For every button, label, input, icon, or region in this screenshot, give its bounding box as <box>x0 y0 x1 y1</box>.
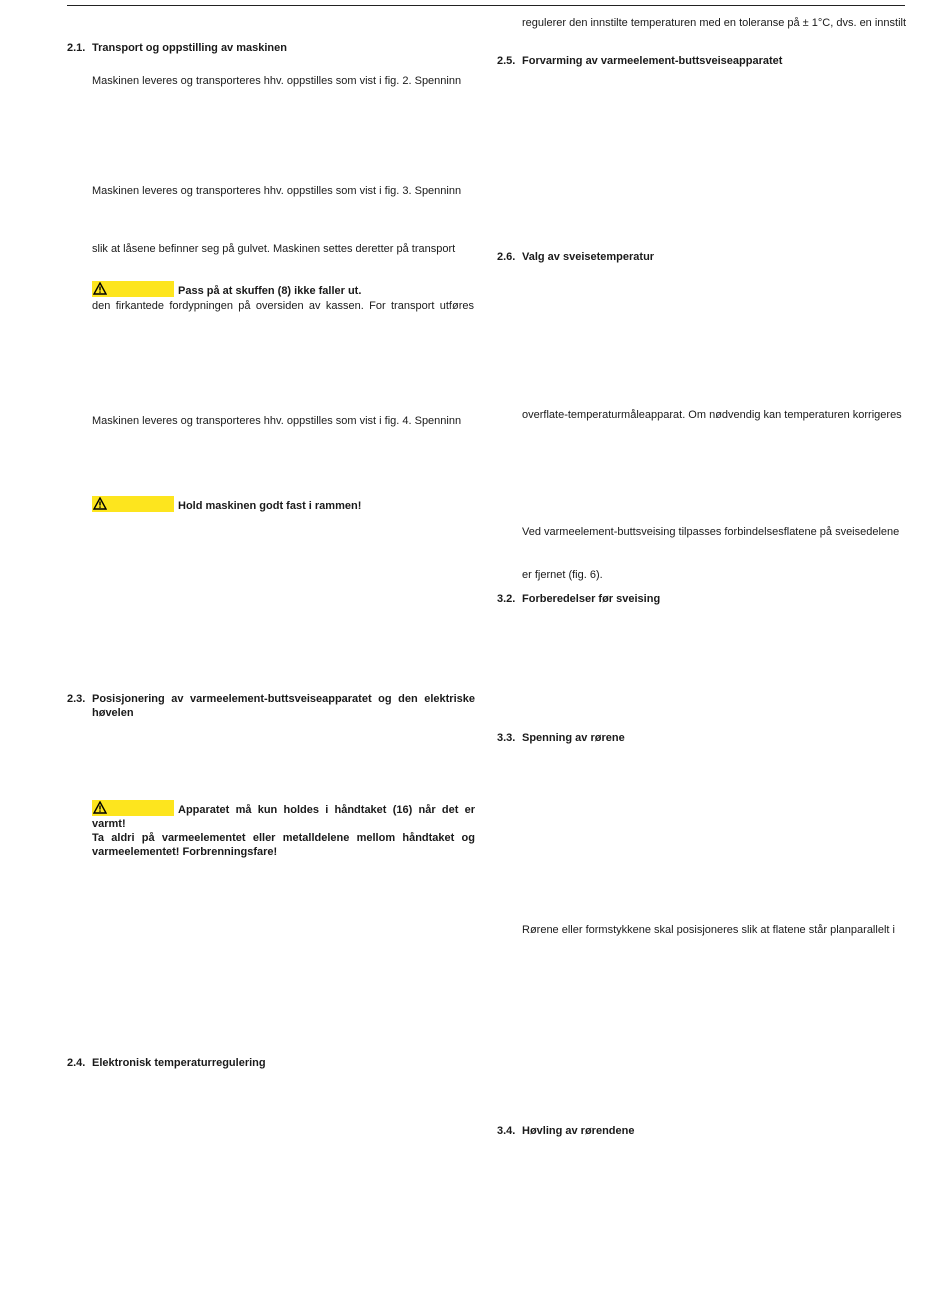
paragraph: Maskinen leveres og transporteres hhv. oppstilles som vist i fig. 3. Spenninn <box>92 185 462 197</box>
paragraph: regulerer den innstilte temperaturen med en toleranse på ± 1°C, dvs. en innstilt <box>522 17 907 29</box>
section-heading-2-4: 2.4. Elektronisk temperaturregulering <box>67 1057 266 1069</box>
paragraph: Ved varmeelement-buttsveising tilpasses forbindelsesflatene på sveisedelene <box>522 526 900 538</box>
paragraph: Maskinen leveres og transporteres hhv. oppstilles som vist i fig. 4. Spenninn <box>92 415 462 427</box>
section-heading-2-1: 2.1. Transport og oppstilling av maskinen <box>67 42 287 54</box>
section-heading-2-6: 2.6. Valg av sveisetemperatur <box>497 251 655 263</box>
paragraph: Rørene eller formstykkene skal posisjoneres slik at flatene står planparallelt i <box>522 924 895 936</box>
warning-text: Pass på at skuffen (8) ikke faller ut. <box>178 285 362 297</box>
warning-triangle-icon <box>92 281 174 297</box>
paragraph: er fjernet (fig. 6). <box>522 569 603 581</box>
section-heading-3-4: 3.4. Høvling av rørendene <box>497 1125 635 1137</box>
warning-text: Ta aldri på varmeelementet eller metalldelene mellom håndtaket og varmeelementet! Forbrenningsfare! <box>92 832 475 858</box>
warning-notice <box>92 281 361 298</box>
section-heading-3-2: 3.2. Forberedelser før sveising <box>497 593 661 605</box>
paragraph: Maskinen leveres og transporteres hhv. oppstilles som vist i fig. 2. Spenninn <box>92 75 462 87</box>
section-heading-2-3: 2.3. Posisjonering av varmeelement-buttsveiseapparatet og den elektriske høvelen <box>67 693 475 719</box>
paragraph: overflate-temperaturmåleapparat. Om nødvendig kan temperaturen korrigeres <box>522 409 902 421</box>
warning-notice <box>92 800 475 859</box>
paragraph: den firkantede fordypningen på oversiden av kassen. For transport utføres <box>92 300 474 312</box>
header-rule <box>67 5 905 6</box>
warning-notice <box>92 496 361 513</box>
section-heading-3-3: 3.3. Spenning av rørene <box>497 732 625 744</box>
warning-text: Hold maskinen godt fast i rammen! <box>178 500 362 512</box>
warning-text: Apparatet må kun holdes i håndtaket (16) når det er varmt! <box>92 804 475 830</box>
warning-triangle-icon <box>92 800 174 816</box>
warning-triangle-icon <box>92 496 174 512</box>
paragraph: slik at låsene befinner seg på gulvet. Maskinen settes deretter på transport <box>92 243 456 255</box>
section-heading-2-5: 2.5. Forvarming av varmeelement-buttsveiseapparatet <box>497 55 783 67</box>
